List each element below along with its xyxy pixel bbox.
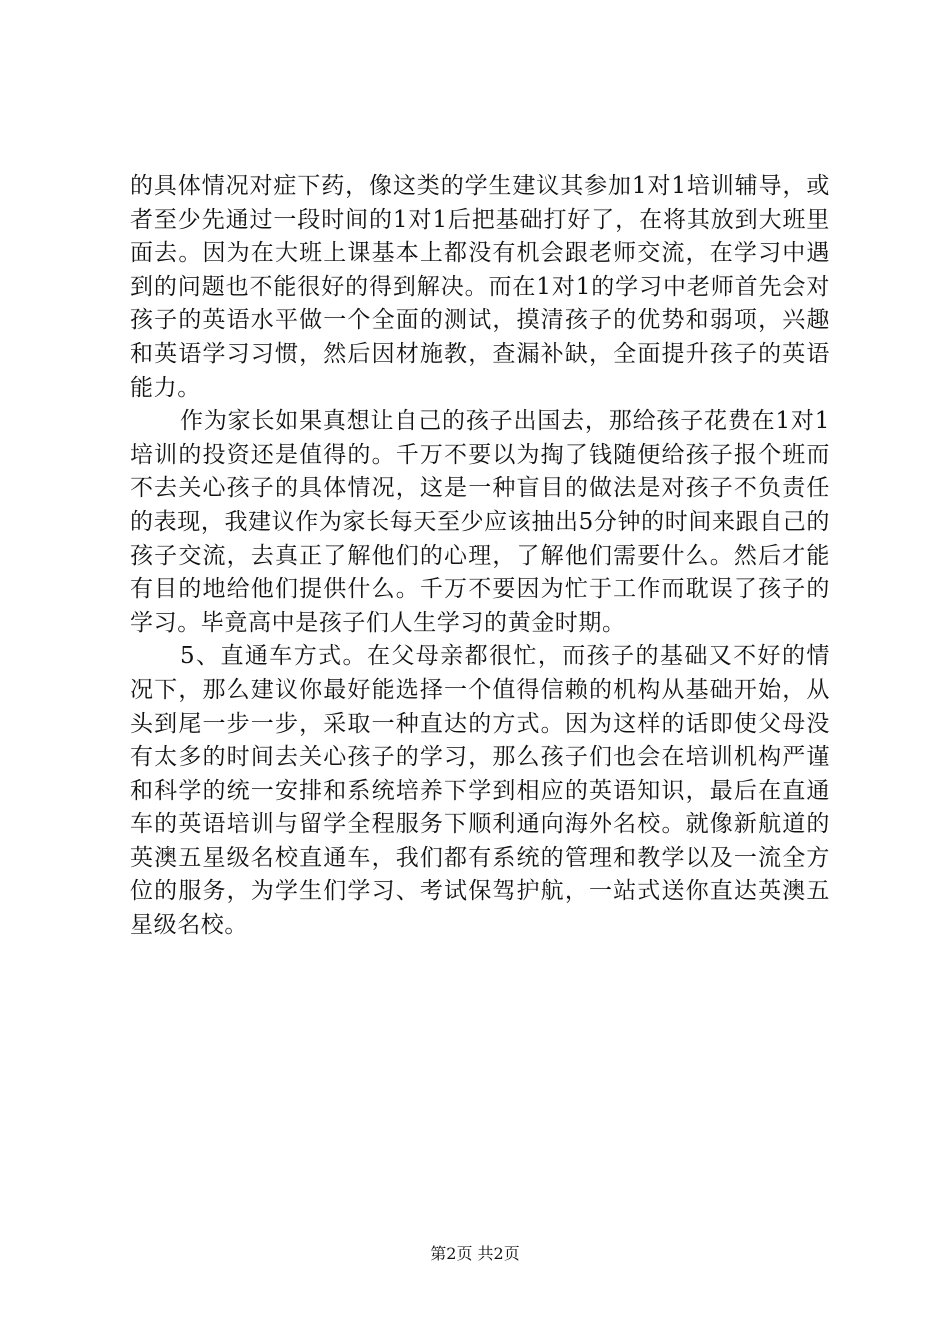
paragraph-continuation: 的具体情况对症下药，像这类的学生建议其参加1对1培训辅导，或者至少先通过一段时间的1对1后把基础打好了，在将其放到大班里面去。因为在大班上课基本上都没有机会跟老师交流，在学习中遇到的问题也不能很好的得到解决。而在1对1的学习中老师首先会对孩子的英语水平做一个全面的测试，摸清孩子的优势和弱项，兴趣和英语学习习惯，然后因材施教，查漏补缺，全面提升孩子的英语能力。 [130, 173, 830, 401]
paragraph-through-train: 5、直通车方式。在父母亲都很忙，而孩子的基础又不好的情况下，那么建议你最好能选择一个值得信赖的机构从基础开始，从头到尾一步一步，采取一种直达的方式。因为这样的话即使父母没有太多的时间去关心孩子的学习，那么孩子们也会在培训机构严谨和科学的统一安排和系统培养下学到相应的英语知识，最后在直通车的英语培训与留学全程服务下顺利通向海外名校。就像新航道的英澳五星级名校直通车，我们都有系统的管理和教学以及一流全方位的服务，为学生们学习、考试保驾护航，一站式送你直达英澳五星级名校。 [130, 643, 830, 939]
page-footer: 第2页 共2页 [430, 1244, 520, 1263]
paragraph-parent-advice: 作为家长如果真想让自己的孩子出国去，那给孩子花费在1对1培训的投资还是值得的。千万不要以为掏了钱随便给孩子报个班而不去关心孩子的具体情况，这是一种盲目的做法是对孩子不负责任的表现，我建议作为家长每天至少应该抽出5分钟的时间来跟自己的孩子交流，去真正了解他们的心理，了解他们需要什么。然后才能有目的地给他们提供什么。千万不要因为忙于工作而耽误了孩子的学习。毕竟高中是孩子们人生学习的黄金时期。 [130, 408, 830, 636]
document-body [130, 170, 830, 943]
